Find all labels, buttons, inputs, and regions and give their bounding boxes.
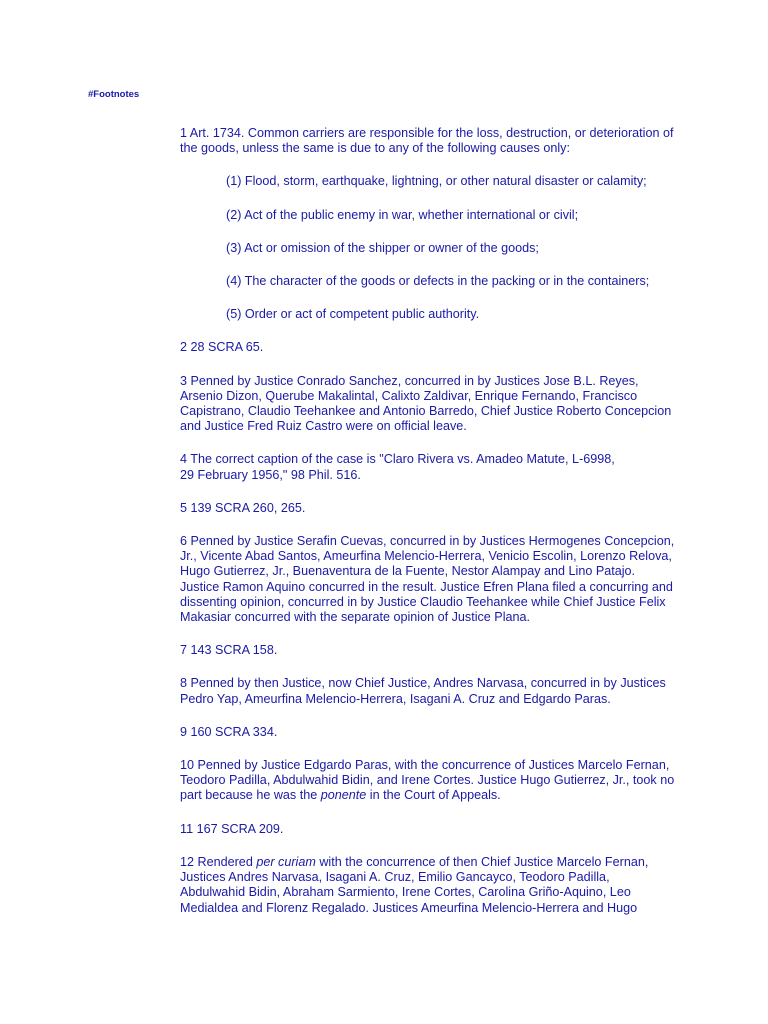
- footnote-4: 4 The correct caption of the case is "Claro Rivera vs. Amadeo Matute, L-6998, 29 February 1956," 98 Phil. 516.: [180, 452, 615, 482]
- footnote-10: [180, 758, 680, 804]
- footnote-1-item-4: (4) The character of the goods or defects in the packing or in the containers;: [226, 274, 650, 289]
- footnotes-heading: #Footnotes: [88, 89, 140, 100]
- footnote-10-text-end: in the Court of Appeals.: [366, 788, 501, 803]
- footnote-1: 1 Art. 1734. Common carriers are responsible for the loss, destruction, or deterioration of the goods, unless the same is due to any of the following causes only:: [180, 126, 674, 156]
- footnotes-list: [180, 126, 680, 934]
- footnote-11: 11 167 SCRA 209.: [180, 821, 284, 836]
- footnote-1-item-3: (3) Act or omission of the shipper or owner of the goods;: [226, 240, 539, 255]
- footnote-8: 8 Penned by then Justice, now Chief Justice, Andres Narvasa, concurred in by Justices Pedro Yap, Ameurfina Melencio-Herrera, Isagani A. Cruz and Edgardo Paras.: [180, 676, 666, 706]
- footnote-10-italic-term: ponente: [320, 788, 367, 803]
- footnote-12-text-start: 12 Rendered: [180, 854, 257, 869]
- footnote-3: 3 Penned by Justice Conrado Sanchez, concurred in by Justices Jose B.L. Reyes, Arsenio Dizon, Querube Makalintal, Calixto Zaldivar, Enrique Fernando, Francisco Capistrano, Claudio Teehankee and Antonio Barredo, Chief Justice Roberto Concepcion and Justice Fred Ruiz Castro were on official leave.: [180, 373, 672, 434]
- footnote-12-text-end: with the concurrence of then Chief Justice Marcelo Fernan, Justices Andres Narvasa, Isagani A. Cruz, Emilio Gancayco, Teodoro Padilla, Abdulwahid Bidin, Abraham Sarmiento, Irene Cortes, Carolina Griño-Aquino, Leo Medialdea and Florenz Regalado. Justices Ameurfina Melencio-Herrera and Hugo: [180, 854, 649, 915]
- footnote-5: 5 139 SCRA 260, 265.: [180, 500, 306, 515]
- footnote-7: 7 143 SCRA 158.: [180, 643, 278, 658]
- footnote-12-italic-term: per curiam: [256, 854, 316, 869]
- footnote-6: 6 Penned by Justice Serafin Cuevas, concurred in by Justices Hermogenes Concepcion, Jr., Vicente Abad Santos, Ameurfina Melencio-Herrera, Venicio Escolin, Lorenzo Relova, Hugo Gutierrez, Jr., Buenaventura de la Fuente, Nestor Alampay and Lino Patajo. Justice Ramon Aquino concurred in the result. Justice Efren Plana filed a concurring and dissenting opinion, concurred in by Justice Claudio Teehankee while Chief Justice Felix Makasiar concurred with the separate opinion of Justice Plana.: [180, 534, 675, 625]
- footnote-9: 9 160 SCRA 334.: [180, 724, 278, 739]
- footnote-2: 2 28 SCRA 65.: [180, 340, 264, 355]
- footnote-1-item-2: (2) Act of the public enemy in war, whether international or civil;: [226, 207, 579, 222]
- footnote-1-item-1: (1) Flood, storm, earthquake, lightning, or other natural disaster or calamity;: [226, 174, 647, 189]
- footnote-10-text-start: 10 Penned by Justice Edgardo Paras, with the concurrence of Justices Marcelo Fernan, Teodoro Padilla, Abdulwahid Bidin, and Irene Cortes. Justice Hugo Gutierrez, Jr., took no part because he was the: [180, 758, 675, 803]
- footnote-1-item-5: (5) Order or act of competent public authority.: [226, 307, 480, 322]
- footnote-12: [180, 855, 680, 916]
